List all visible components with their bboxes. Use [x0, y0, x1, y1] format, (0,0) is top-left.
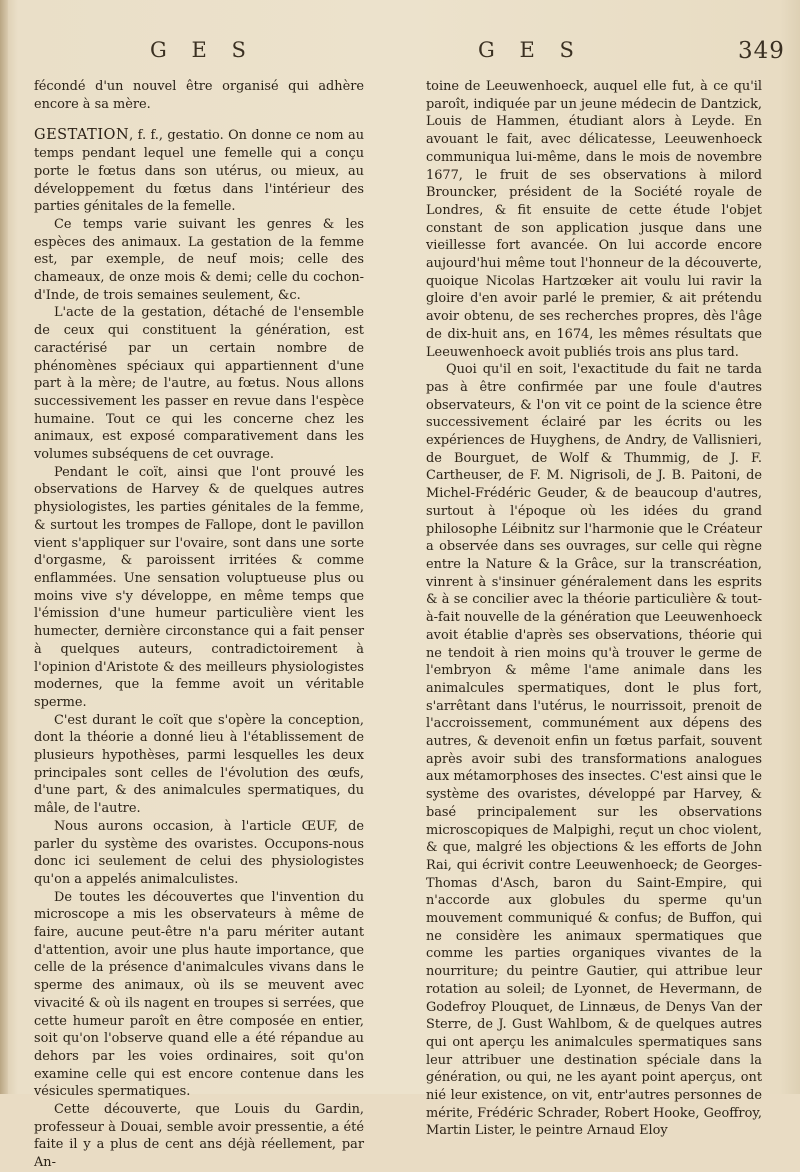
paragraph: Cette découverte, que Louis du Gardin, professeur à Douai, semble avoir pressentie, a été faite il y a plus de cent ans déjà réellement, par An- — [34, 1102, 364, 1171]
entry-headword: GESTATION — [34, 127, 130, 144]
paragraph: Ce temps varie suivant les genres & les espèces des animaux. La gestation de la femme est, par exemple, de neuf mois; celle des chameaux, de onze mois & demi; celle du cochon-d'Inde, de trois semaines seulement, &c. — [34, 216, 364, 303]
continued-paragraph: toine de Leeuwenhoeck, auquel elle fut, à ce qu'il paroît, indiquée par un jeune médecin de Dantzick, Louis de Hammen, étudiant alors à Leyde. En avouant le fait, avec délicatesse, Leeuwenhoeck communiqua lui-même, dans le mois de novembre 1677, le fruit de ses observations à milord Brouncker, président de la Société royale de Londres, & fit ensuite de cette étude l'objet constant de son application jusque dans une vieillesse fort avancée. On lui accorde encore aujourd'hui même tout l'honneur de la découverte, quoique Nicolas Hartzœker ait voulu lui ravir la gloire d'en avoir parlé le premier, & ait prétendu avoir obtenu, de ses recherches propres, dès l'âge de dix-huit ans, en 1674, les mêmes résultats que Leeuwenhoeck avoit publiés trois ans plus tard. — [426, 79, 762, 360]
dictionary-entry — [34, 127, 364, 216]
continued-paragraph: fécondé d'un nouvel être organisé qui adhère encore à sa mère. — [34, 79, 364, 112]
entry-definition: , f. f., gestatio. On donne ce nom au temps pendant lequel une femelle qui a conçu porte le fœtus dans son utérus, ou mieux, au développement du fœtus dans l'intérieur des parties génitales de la femelle. — [34, 128, 364, 215]
page-gutter — [0, 0, 8, 1094]
paragraph: L'acte de la gestation, détaché de l'ensemble de ceux qui constituent la génération, est caractérisé par un certain nombre de phénomènes spéciaux qui appartiennent d'une part à la mère; de l'autre, au fœtus. Nous allons successivement les passer en revue dans l'espèce humaine. Tout ce qui les concerne chez les animaux, est exposé comparativement dans les volumes subséquens de cet ouvrage. — [34, 305, 364, 463]
paragraph: Quoi qu'il en soit, l'exactitude du fait ne tarda pas à être confirmée par une foule d'autres observateurs, & l'on vit ce point de la science être successivement éclairé par les écrits ou les expériences de Huyghens, de Andry, de Vallisnieri, de Bourguet, de Wolf & Thummig, de J. F. Cartheuser, de F. M. Nigrisoli, de J. B. Paitoni, de Michel-Frédéric Geuder, & de beaucoup d'autres, surtout à l'époque où les idées du grand philosophe Léibnitz sur l'harmonie que le Créateur a observée dans ses ouvrages, sur celle qui règne entre la Nature & la Grâce, sur la transcréation, vinrent à s'insinuer généralement dans les esprits & à se concilier avec la théorie particulière & tout-à-fait nouvelle de la génération que Leeuwenhoeck avoit établie d'après ses observations, théorie qui ne tendoit à rien moins qu'à trouver le germe de l'embryon & même l'ame animale dans les animalcules spermatiques, dont le plus fort, s'arrêtant dans l'utérus, le nourrissoit, prenoit de l'accroissement, communément aux dépens des autres, & devenoit enfin un fœtus parfait, souvent après avoir subi des transformations analogues aux métamorphoses des insectes. C'est ainsi que le système des ovaristes, développé par Harvey, & basé principalement sur les observations microscopiques de Malpighi, reçut un choc violent, & que, malgré les objections & les efforts de John Rai, qui écrivit contre Leeuwenhoeck; de Georges-Thomas d'Asch, baron du Saint-Empire, qui n'accorde aux globules du sperme qu'un mouvement communiqué & confus; de Buffon, qui ne considère les animaux spermatiques que comme les parties organiques vivantes de la nourriture; du peintre Gautier, qui attribue leur rotation au soleil; de Lyonnet, de Hevermann, de Godefroy Plouquet, de Linnæus, de Denys Van der Sterre, de J. Gust Wahlbom, & de quelques autres qui ont aperçu les animalcules spermatiques sans leur attribuer une destination spéciale dans la génération, ou qui, ne les ayant point aperçus, ont nié leur existence, on vit, entr'autres personnes de mérite, Frédéric Schrader, Robert Hooke, Geoffroy, Martin Lister, le peintre Arnaud Eloy — [426, 362, 762, 1139]
running-head-right: G E S — [478, 38, 583, 62]
left-text-column — [34, 78, 364, 1172]
paragraph: Pendant le coït, ainsi que l'ont prouvé les observations de Harvey & de quelques autres physiologistes, les parties génitales de la femme, & surtout les trompes de Fallope, dont le pavillon vient s'appliquer sur l'ovaire, sont dans une sorte d'orgasme, & paroissent irritées & comme enflammées. Une sensation voluptueuse plus ou moins vive s'y développe, en même temps que l'émission d'une humeur particulière vient les humecter, dernière circonstance qui a fait penser à quelques auteurs, contradictoirement à l'opinion d'Aristote & des meilleurs physiologistes modernes, que la femme avoit un véritable sperme. — [34, 464, 364, 710]
page-number: 349 — [738, 38, 785, 64]
paragraph: De toutes les découvertes que l'invention du microscope a mis les observateurs à même de faire, aucune peut-être n'a paru mériter autant d'attention, avoir une plus haute importance, que celle de la présence d'animalcules vivans dans le sperme des animaux, où ils se meuvent avec vivacité & où ils nagent en troupes si serrées, que cette humeur paroît en être composée en entier, soit qu'on l'observe quand elle a été répandue au dehors par les voies ordinaires, soit qu'on examine celle qui est encore contenue dans les vésicules spermatiques. — [34, 889, 364, 1100]
running-head-left: G E S — [150, 38, 255, 62]
paragraph: Nous aurons occasion, à l'article ŒUF, de parler du système des ovaristes. Occupons-nous donc ici seulement de celui des physiologistes qu'on a appelés animalculistes. — [34, 818, 364, 887]
paragraph: C'est durant le coït que s'opère la conception, dont la théorie a donné lieu à l'établissement de plusieurs hypothèses, parmi lesquelles les deux principales sont celles de l'évolution des œufs, d'une part, & des animalcules spermatiques, du mâle, de l'autre. — [34, 712, 364, 817]
right-text-column — [426, 78, 762, 1140]
